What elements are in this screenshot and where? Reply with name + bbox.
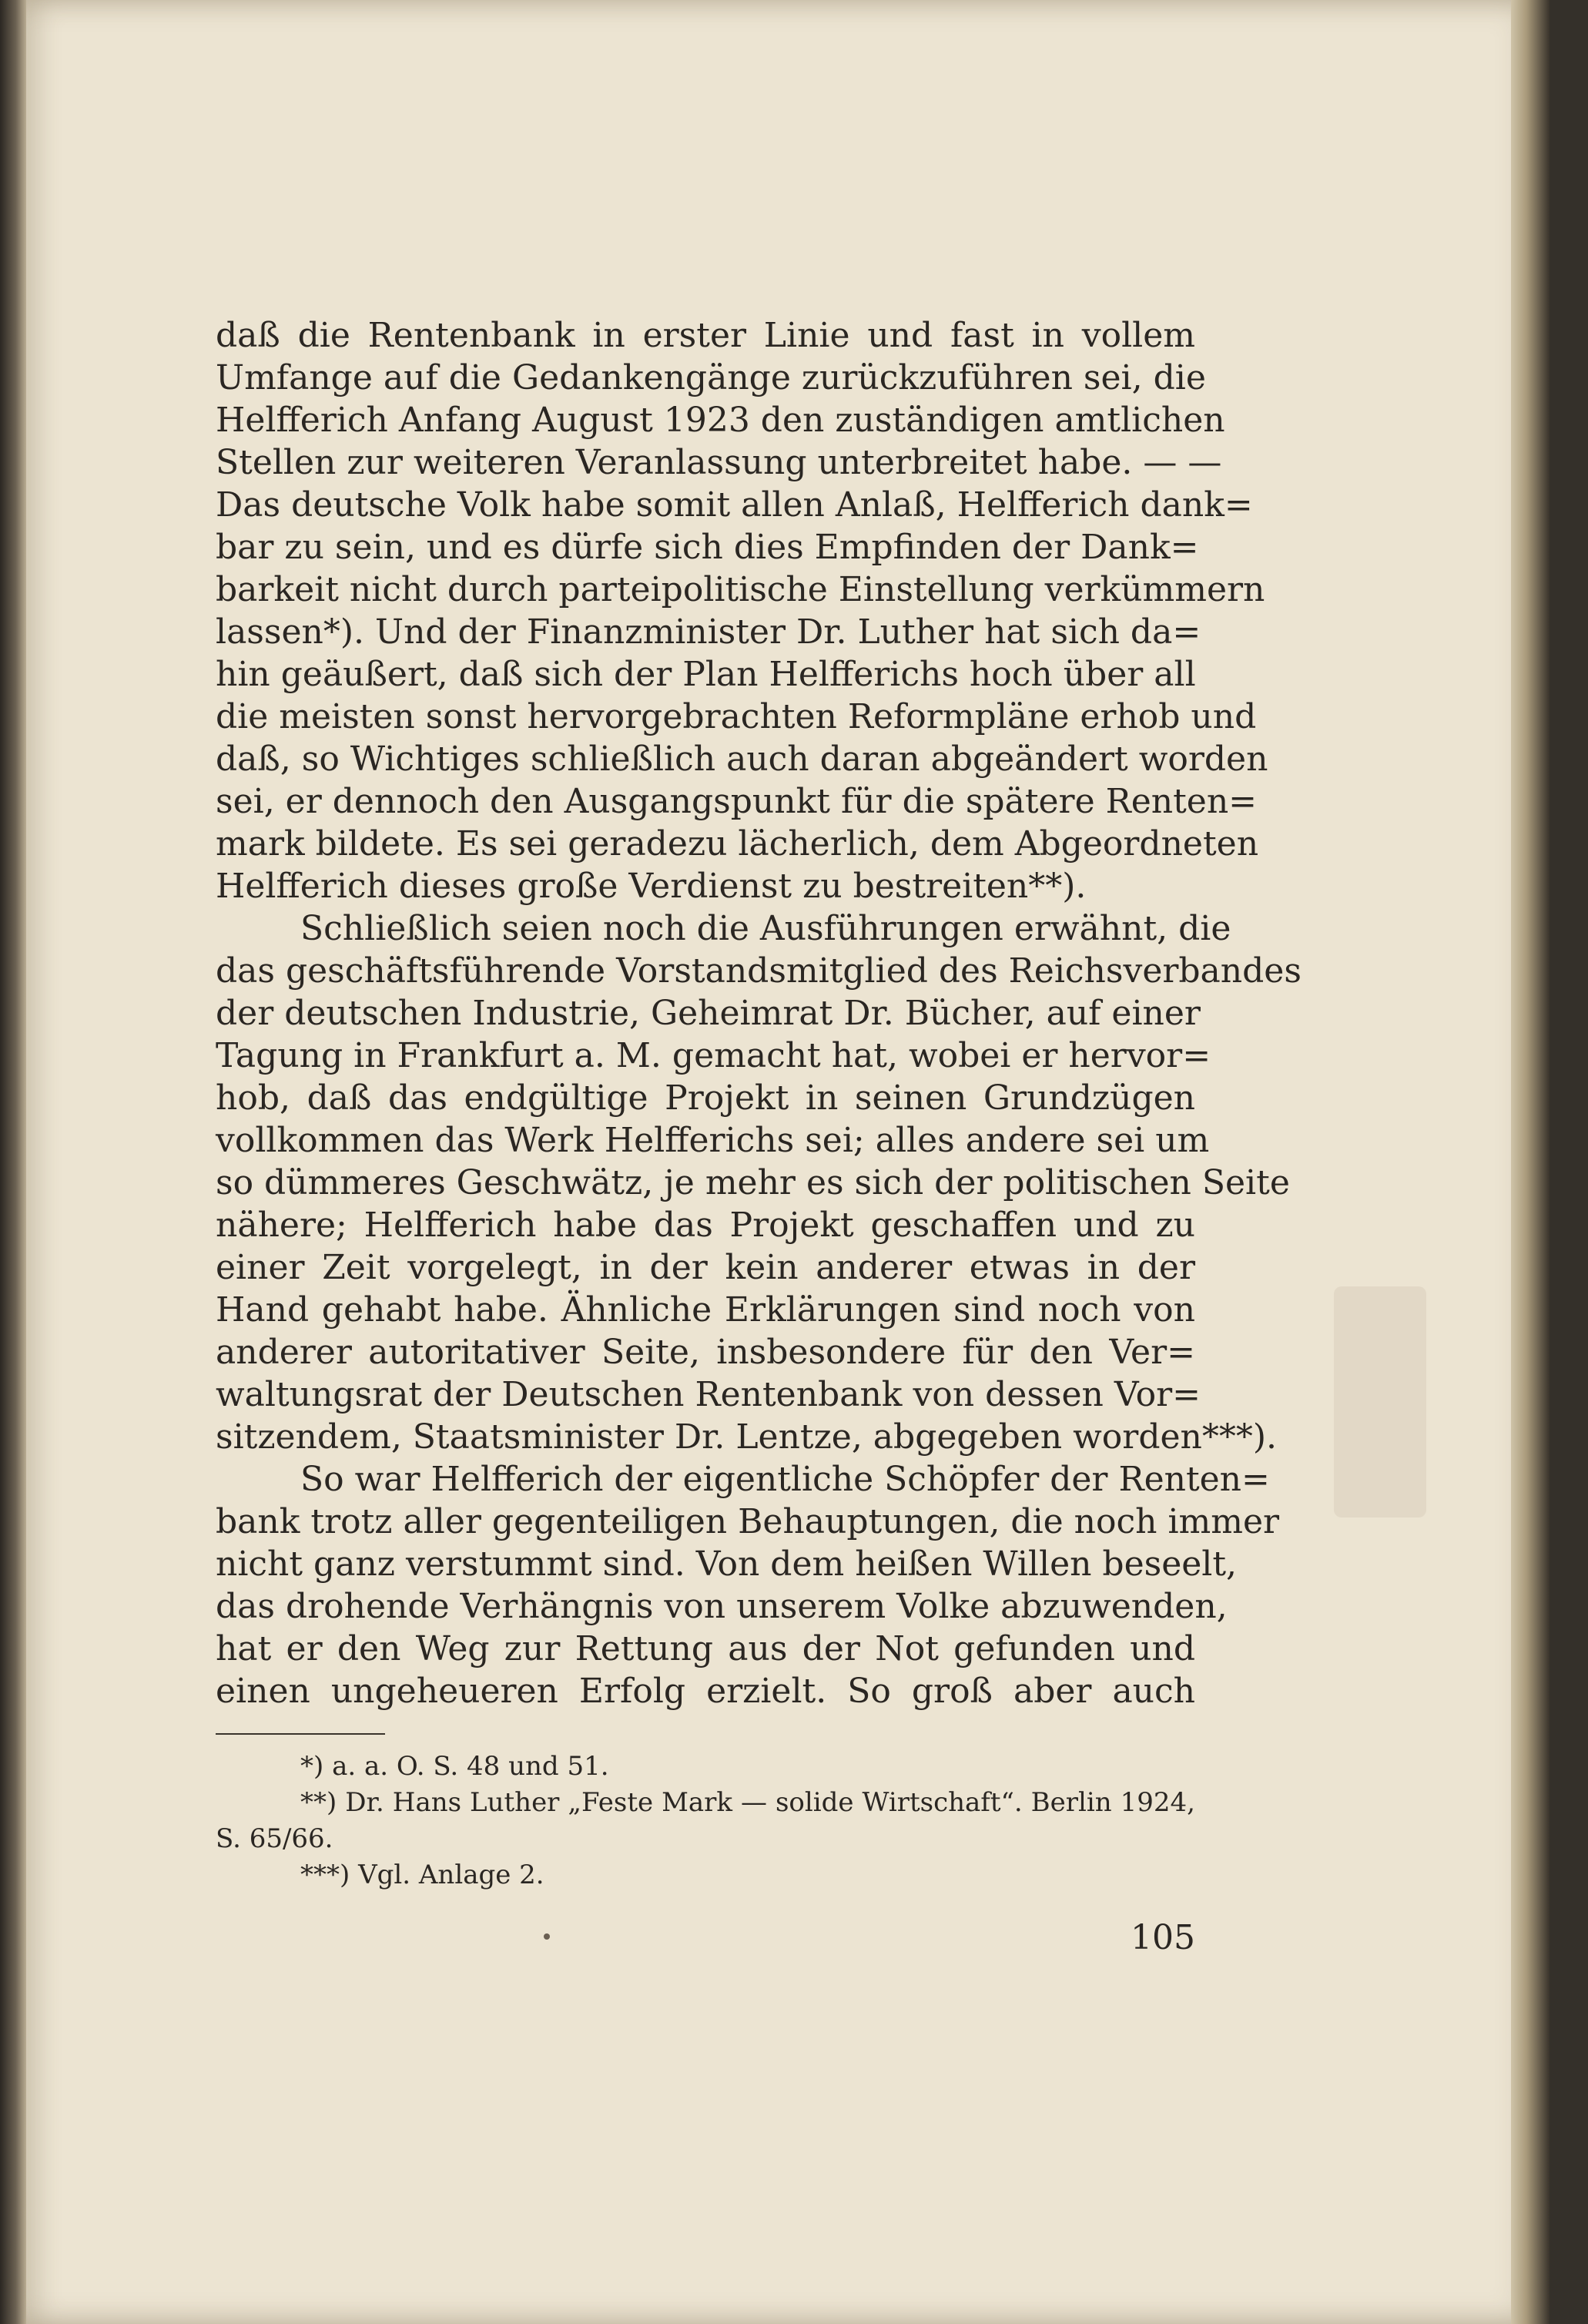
text-line: mark bildete. Es sei geradezu lächerlich, dem Abgeordneten (216, 824, 1259, 864)
text-line: bank trotz aller gegenteiligen Behauptungen, die noch immer (216, 1502, 1280, 1541)
bleed-through-shadow (1334, 1286, 1426, 1517)
footnote-2-continuation: S. 65/66. (216, 1823, 333, 1854)
text-line: die meisten sonst hervorgebrachten Reformpläne erhob und (216, 697, 1257, 736)
footnote-1: *) a. a. O. S. 48 und 51. (300, 1751, 609, 1782)
text-line: das geschäftsführende Vorstandsmitglied des Reichsverbandes (216, 951, 1302, 991)
text-line: lassen*). Und der Finanzminister Dr. Luther hat sich da= (216, 612, 1201, 652)
text-line: anderer autoritativer Seite, insbesondere für den Ver= (216, 1333, 1195, 1372)
text-line: Stellen zur weiteren Veranlassung unterbreitet habe. — — (216, 443, 1222, 482)
text-line: Helfferich dieses große Verdienst zu bestreiten**). (216, 867, 1087, 906)
text-line: sitzendem, Staatsminister Dr. Lentze, abgegeben worden***). (216, 1417, 1278, 1457)
text-line: Hand gehabt habe. Ähnliche Erklärungen sind noch von (216, 1290, 1195, 1330)
text-line: das drohende Verhängnis von unserem Volke abzuwenden, (216, 1587, 1228, 1626)
text-line: einer Zeit vorgelegt, in der kein anderer etwas in der (216, 1248, 1195, 1287)
footnote-3: ***) Vgl. Anlage 2. (300, 1860, 544, 1890)
text-line: hat er den Weg zur Rettung aus der Not gefunden und (216, 1629, 1195, 1668)
text-line: hin geäußert, daß sich der Plan Helfferichs hoch über all (216, 655, 1196, 694)
page-edge (1511, 0, 1549, 2324)
text-line: So war Helfferich der eigentliche Schöpfer der Renten= (300, 1460, 1270, 1499)
text-line: Das deutsche Volk habe somit allen Anlaß, Helfferich dank= (216, 485, 1253, 525)
text-line: Schließlich seien noch die Ausführungen erwähnt, die (300, 909, 1231, 948)
text-line: sei, er dennoch den Ausgangspunkt für die spätere Renten= (216, 782, 1258, 821)
text-line: der deutschen Industrie, Geheimrat Dr. Bücher, auf einer (216, 994, 1201, 1033)
text-line: nähere; Helfferich habe das Projekt geschaffen und zu (216, 1206, 1195, 1245)
text-line: einen ungeheueren Erfolg erzielt. So groß aber auch (216, 1672, 1195, 1711)
text-line: Tagung in Frankfurt a. M. gemacht hat, wobei er hervor= (216, 1036, 1211, 1075)
text-line: waltungsrat der Deutschen Rentenbank von dessen Vor= (216, 1375, 1201, 1414)
book-binding (0, 0, 26, 2324)
text-line: Umfange auf die Gedankengänge zurückzuführen sei, die (216, 358, 1206, 397)
text-line: so dümmeres Geschwätz, je mehr es sich der politischen Seite (216, 1163, 1290, 1202)
ink-dot (544, 1933, 550, 1940)
footnotes (216, 1749, 1195, 1893)
body-text (216, 314, 1302, 1712)
text-line: vollkommen das Werk Helfferichs sei; alles andere sei um (216, 1121, 1210, 1160)
page-number: 105 (1131, 1918, 1195, 1957)
text-line: nicht ganz verstummt sind. Von dem heißen Willen beseelt, (216, 1544, 1238, 1584)
footnote-2: **) Dr. Hans Luther „Feste Mark — solide Wirtschaft“. Berlin 1924, (300, 1787, 1195, 1818)
text-line: Helfferich Anfang August 1923 den zuständigen amtlichen (216, 401, 1225, 440)
text-line: bar zu sein, und es dürfe sich dies Empfinden der Dank= (216, 528, 1199, 567)
text-line: daß die Rentenbank in erster Linie und fast in vollem (216, 316, 1195, 355)
text-line: hob, daß das endgültige Projekt in seinen Grundzügen (216, 1078, 1195, 1118)
text-line: daß, so Wichtiges schließlich auch daran abgeändert worden (216, 739, 1268, 779)
footnote-rule (216, 1733, 385, 1735)
text-line: barkeit nicht durch parteipolitische Einstellung verkümmern (216, 570, 1265, 609)
